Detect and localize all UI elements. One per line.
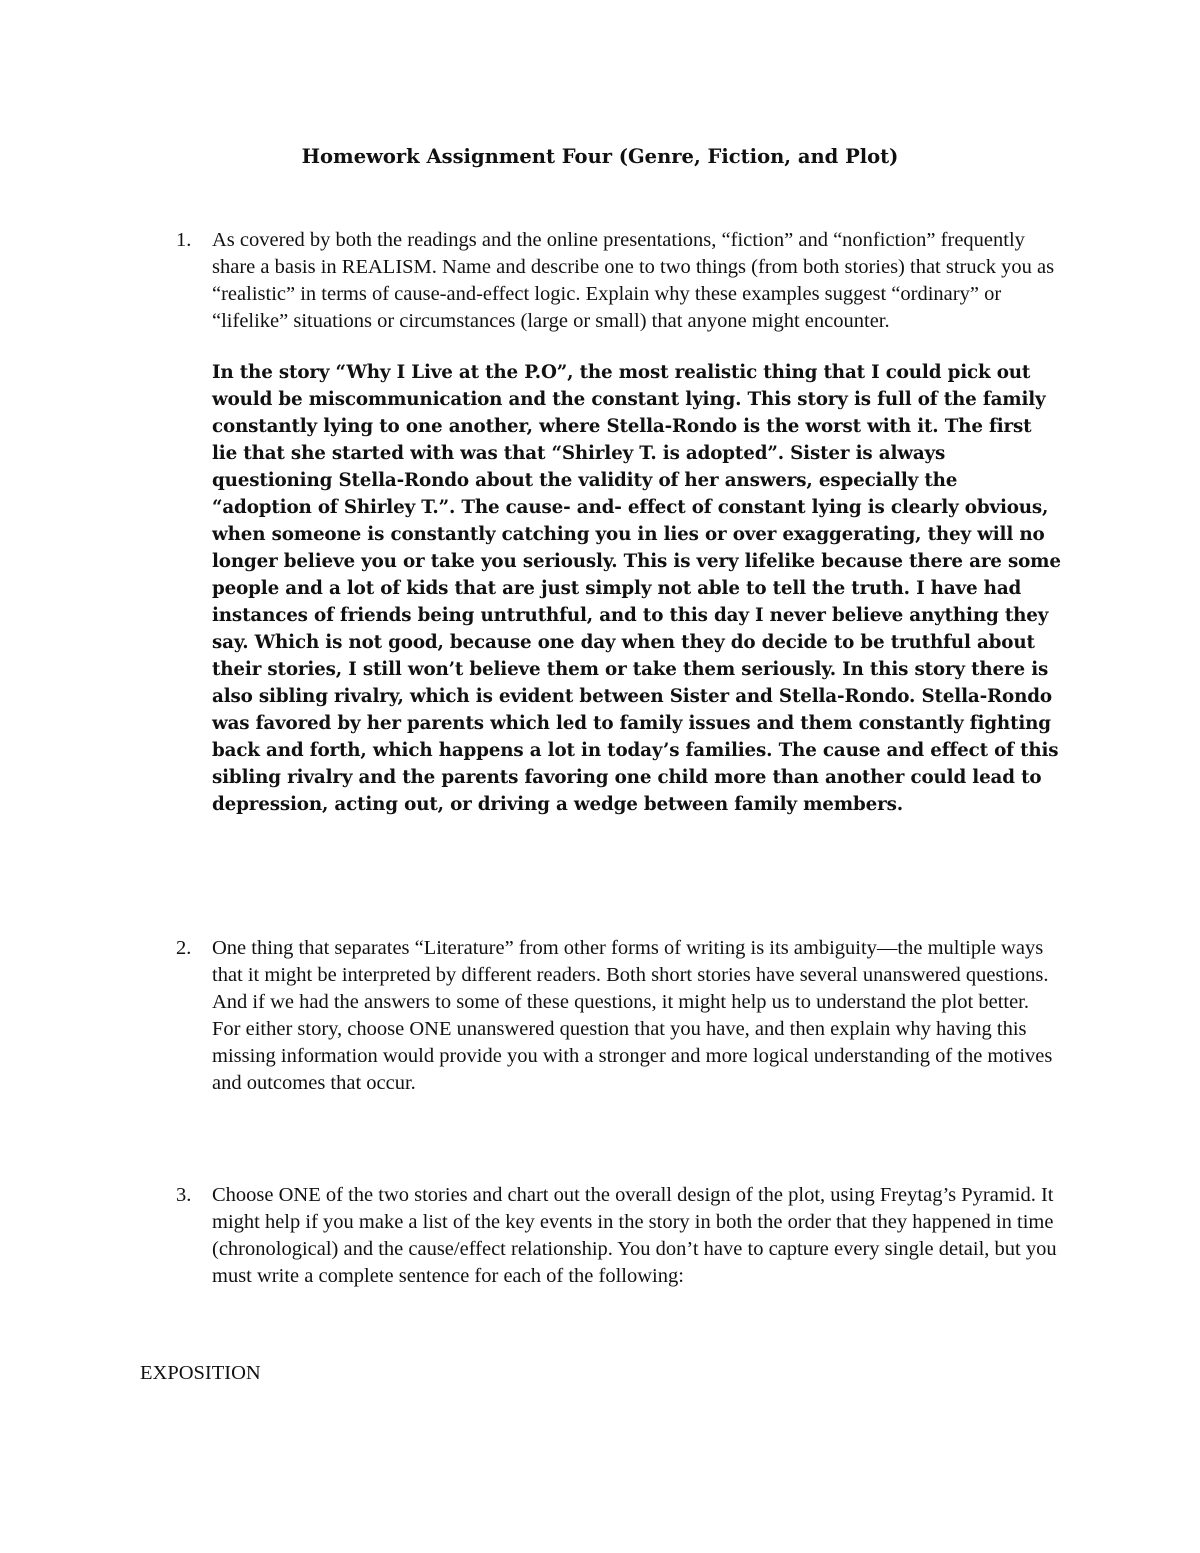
question-number-2: 2. xyxy=(176,937,192,959)
answer-text-1: In the story “Why I Live at the P.O”, the most realistic thing that I could pick out would be miscommunication and the constant lying. This story is full of the family constantly lying to one another, where Stella-Rondo is the worst with it. The first lie that she started with was that “Shirley T. is adopted”. Sister is always questioning Stella-Rondo about the validity of her answers, especially the “adoption of Shirley T.”. The cause- and- effect of constant lying is clearly obvious, when someone is constantly catching you in lies or over exaggerating, they will no longer believe you or take you seriously. This is very lifelike because there are some people and a lot of kids that are just simply not able to tell the truth. I have had instances of friends being untruthful, and to this day I never believe anything they say. Which is not good, because one day when they do decide to be truthful about their stories, I still won’t believe them or take them seriously. In this story there is also sibling rivalry, which is evident between Sister and Stella-Rondo. Stella-Rondo was favored by her parents which led to family issues and them constantly fighting back and forth, which happens a lot in today’s families. The cause and effect of this sibling rivalry and the parents favoring one child more than another could lead to depression, acting out, or driving a wedge between family members. xyxy=(212,362,1061,815)
question-number-3: 3. xyxy=(176,1184,192,1206)
question-item-1 xyxy=(176,227,1076,818)
document-title: Homework Assignment Four (Genre, Fiction, and Plot) xyxy=(301,145,899,168)
question-number-1: 1. xyxy=(176,229,192,251)
question-text-1: As covered by both the readings and the online presentations, “fiction” and “nonfiction” frequently share a basis in REALISM. Name and describe one to two things (from both stories) that struck you as “realistic” in terms of cause-and-effect logic. Explain why these examples suggest “ordinary” or “lifelike” situations or circumstances (large or small) that anyone might encounter. xyxy=(212,229,1055,332)
question-text-2: One thing that separates “Literature” from other forms of writing is its ambiguity—the multiple ways that it might be interpreted by different readers. Both short stories have several unanswered questions. And if we had the answers to some of these questions, it might help us to understand the plot better. For either story, choose ONE unanswered question that you have, and then explain why having this missing information would provide you with a stronger and more logical understanding of the motives and outcomes that occur. xyxy=(212,937,1053,1094)
question-text-3: Choose ONE of the two stories and chart out the overall design of the plot, using Freytag’s Pyramid. It might help if you make a list of the key events in the story in both the order that they happened in time (chronological) and the cause/effect relationship. You don’t have to capture every single detail, but you must write a complete sentence for each of the following: xyxy=(212,1184,1057,1287)
question-item-3 xyxy=(176,1182,1076,1290)
question-item-2 xyxy=(176,935,1076,1097)
exposition-heading: EXPOSITION xyxy=(140,1362,261,1384)
